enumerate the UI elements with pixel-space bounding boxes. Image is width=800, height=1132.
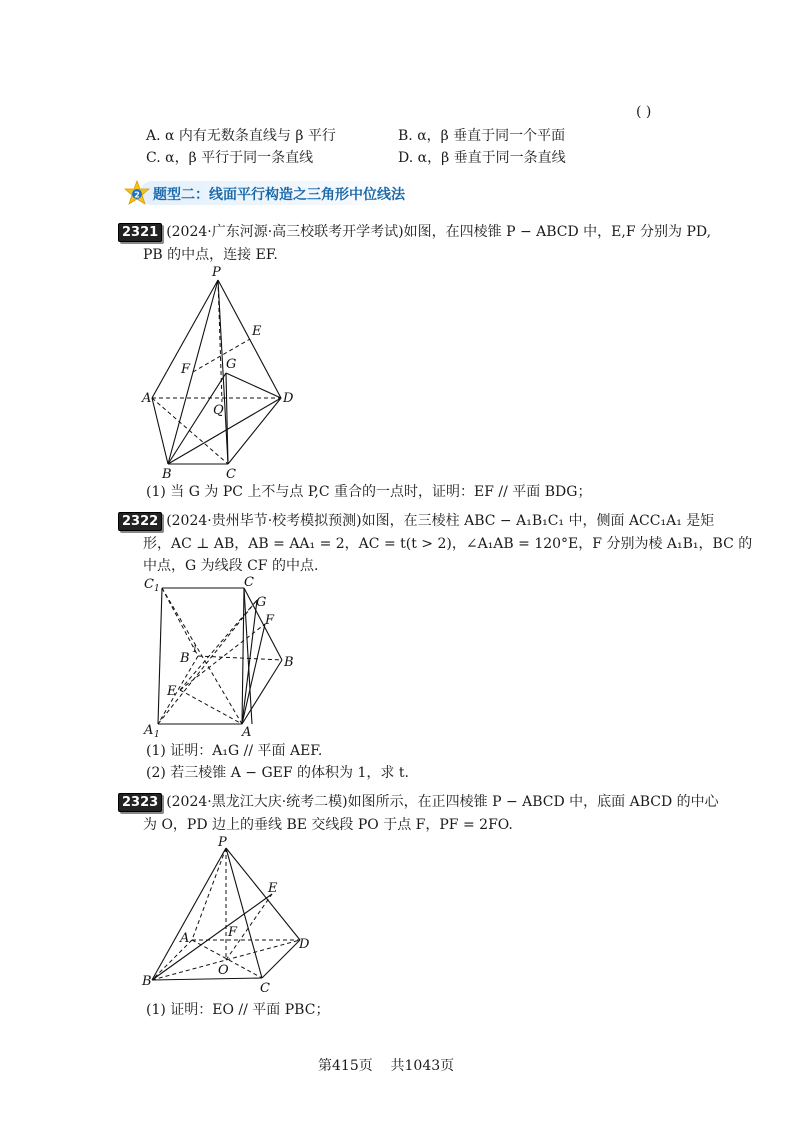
label-c: C (244, 575, 254, 590)
problem-2322-line3: 中点，G 为线段 CF 的中点. (143, 558, 319, 574)
label-b1: B (180, 651, 190, 666)
problem-number-badge: 2321 (118, 223, 162, 242)
label-o: O (218, 963, 229, 978)
label-p: P (218, 835, 227, 850)
svg-text:2: 2 (134, 190, 140, 200)
problem-2322-line1 (118, 510, 714, 532)
label-e: E (252, 324, 262, 339)
label-q: Q (213, 403, 224, 418)
page-footer: 第415页 共1043页 (318, 1058, 455, 1074)
label-f: F (265, 613, 275, 628)
problem-2323-line1 (118, 791, 719, 813)
problem-number-badge: 2322 (118, 512, 162, 531)
label-f: F (181, 362, 191, 377)
figure-2321 (140, 262, 310, 482)
option-b: B. α，β 垂直于同一个平面 (398, 128, 566, 144)
label-a: A (142, 391, 152, 406)
label-d: D (283, 391, 294, 406)
section-title: 题型二：线面平行构造之三角形中位线法 (153, 187, 405, 203)
problem-2322-q2: (2) 若三棱锥 A − GEF 的体积为 1，求 t. (146, 765, 409, 781)
label-a1: A (144, 723, 154, 738)
label-a: A (180, 931, 190, 946)
label-b: B (162, 467, 172, 482)
label-c1: C (144, 577, 154, 592)
label-b: B (284, 655, 294, 670)
label-c: C (260, 981, 270, 996)
figure-2322 (140, 572, 310, 742)
answer-bracket: ( ) (636, 104, 652, 120)
label-d: D (299, 937, 310, 952)
option-d: D. α，β 垂直于同一条直线 (398, 150, 566, 166)
star-icon (124, 180, 150, 206)
problem-2322-line2: 形，AC ⊥ AB，AB = AA₁ = 2，AC = t(t > 2)，∠A₁AB = 120°E，F 分别为棱 A₁B₁，BC 的 (143, 536, 753, 552)
label-f: F (228, 925, 238, 940)
problem-text: (2024·黑龙江大庆·统考二模)如图所示，在正四棱锥 P − ABCD 中，底面 ABCD 的中心 (166, 794, 719, 810)
label-e: E (167, 684, 177, 699)
problem-2321-line1 (118, 221, 711, 243)
problem-text: (2024·广东河源·高三校联考开学考试)如图，在四棱锥 P − ABCD 中，E,F 分别为 PD, (166, 224, 712, 240)
label-b1-sub: 1 (192, 645, 198, 655)
problem-2321-q1: (1) 当 G 为 PC 上不与点 P,C 重合的一点时，证明：EF // 平面 BDG； (146, 484, 592, 500)
problem-text: (2024·贵州毕节·校考模拟预测)如图，在三棱柱 ABC − A₁B₁C₁ 中，侧面 ACC₁A₁ 是矩 (166, 513, 715, 529)
label-a1-sub: 1 (154, 730, 160, 740)
problem-number-badge: 2323 (118, 793, 162, 812)
label-c1-sub: 1 (154, 584, 160, 594)
problem-2322-q1: (1) 证明：A₁G // 平面 AEF. (146, 743, 323, 759)
label-a: A (242, 725, 252, 740)
problem-2323-line2: 为 O，PD 边上的垂线 BE 交线段 PO 于点 F，PF = 2FO. (143, 817, 513, 833)
label-c: C (226, 467, 236, 482)
label-e: E (268, 881, 278, 896)
option-c: C. α，β 平行于同一条直线 (146, 150, 314, 166)
problem-2323-q1: (1) 证明：EO // 平面 PBC； (146, 1002, 330, 1018)
label-g: G (226, 357, 237, 372)
problem-2321-line2: PB 的中点，连接 EF. (143, 247, 278, 263)
option-a: A. α 内有无数条直线与 β 平行 (146, 128, 336, 144)
label-p: P (212, 265, 221, 280)
label-g: G (256, 595, 267, 610)
label-b: B (142, 974, 152, 989)
figure-2323 (140, 832, 320, 997)
